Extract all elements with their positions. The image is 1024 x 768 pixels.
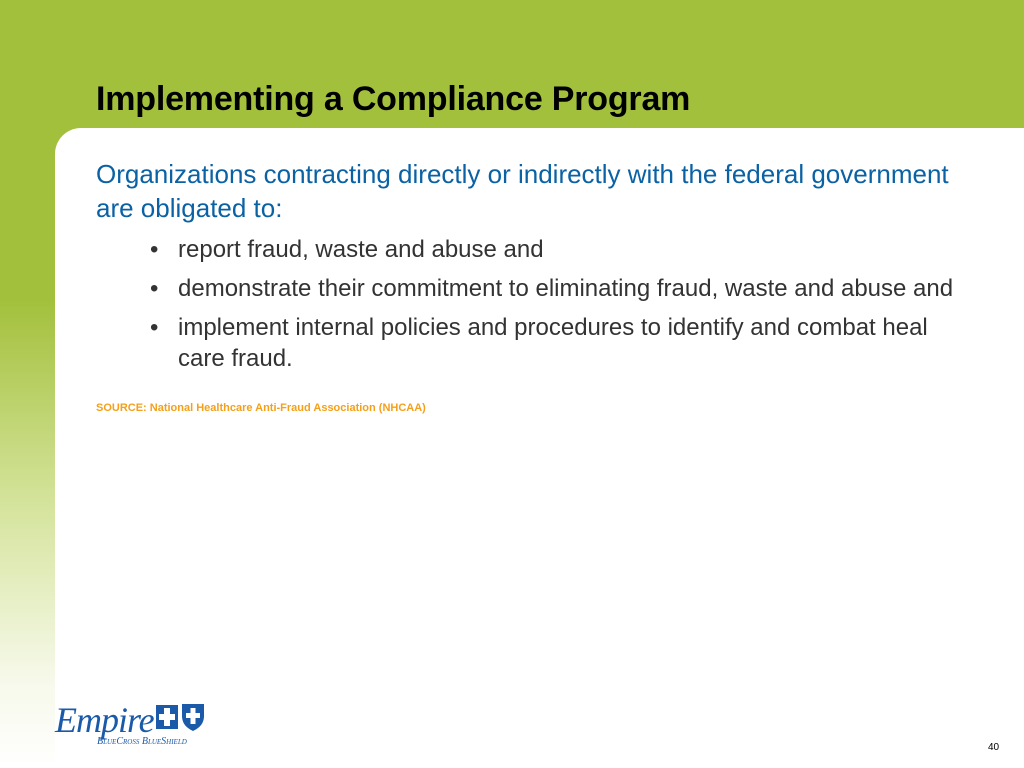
page-number: 40 [988, 742, 1000, 753]
slide-title: Implementing a Compliance Program [96, 80, 691, 118]
bullet-item [150, 273, 980, 304]
logo-tagline: BlueCross BlueShield [97, 736, 187, 747]
bullet-symbol: • [150, 314, 159, 341]
intro-text: Organizations contracting directly or indirectly with the federal government are obligated to: [96, 159, 949, 223]
bullet-item [150, 312, 980, 374]
empire-logo [55, 700, 215, 750]
bullet-symbol: • [150, 275, 159, 302]
bullet-list [150, 234, 980, 382]
bullet-text: report fraud, waste and abuse and [178, 236, 544, 263]
bullet-symbol: • [150, 236, 159, 263]
bullet-text: implement internal policies and procedures to identify and combat heal care fraud. [178, 314, 928, 372]
bullet-text: demonstrate their commitment to eliminating fraud, waste and abuse and [178, 275, 954, 302]
blue-cross-icon [155, 704, 179, 730]
bullet-item [150, 234, 980, 265]
source-citation: SOURCE: National Healthcare Anti-Fraud Association (NHCAA) [96, 402, 426, 414]
logo-wordmark: Empire [55, 700, 154, 740]
blue-shield-icon [180, 702, 206, 732]
